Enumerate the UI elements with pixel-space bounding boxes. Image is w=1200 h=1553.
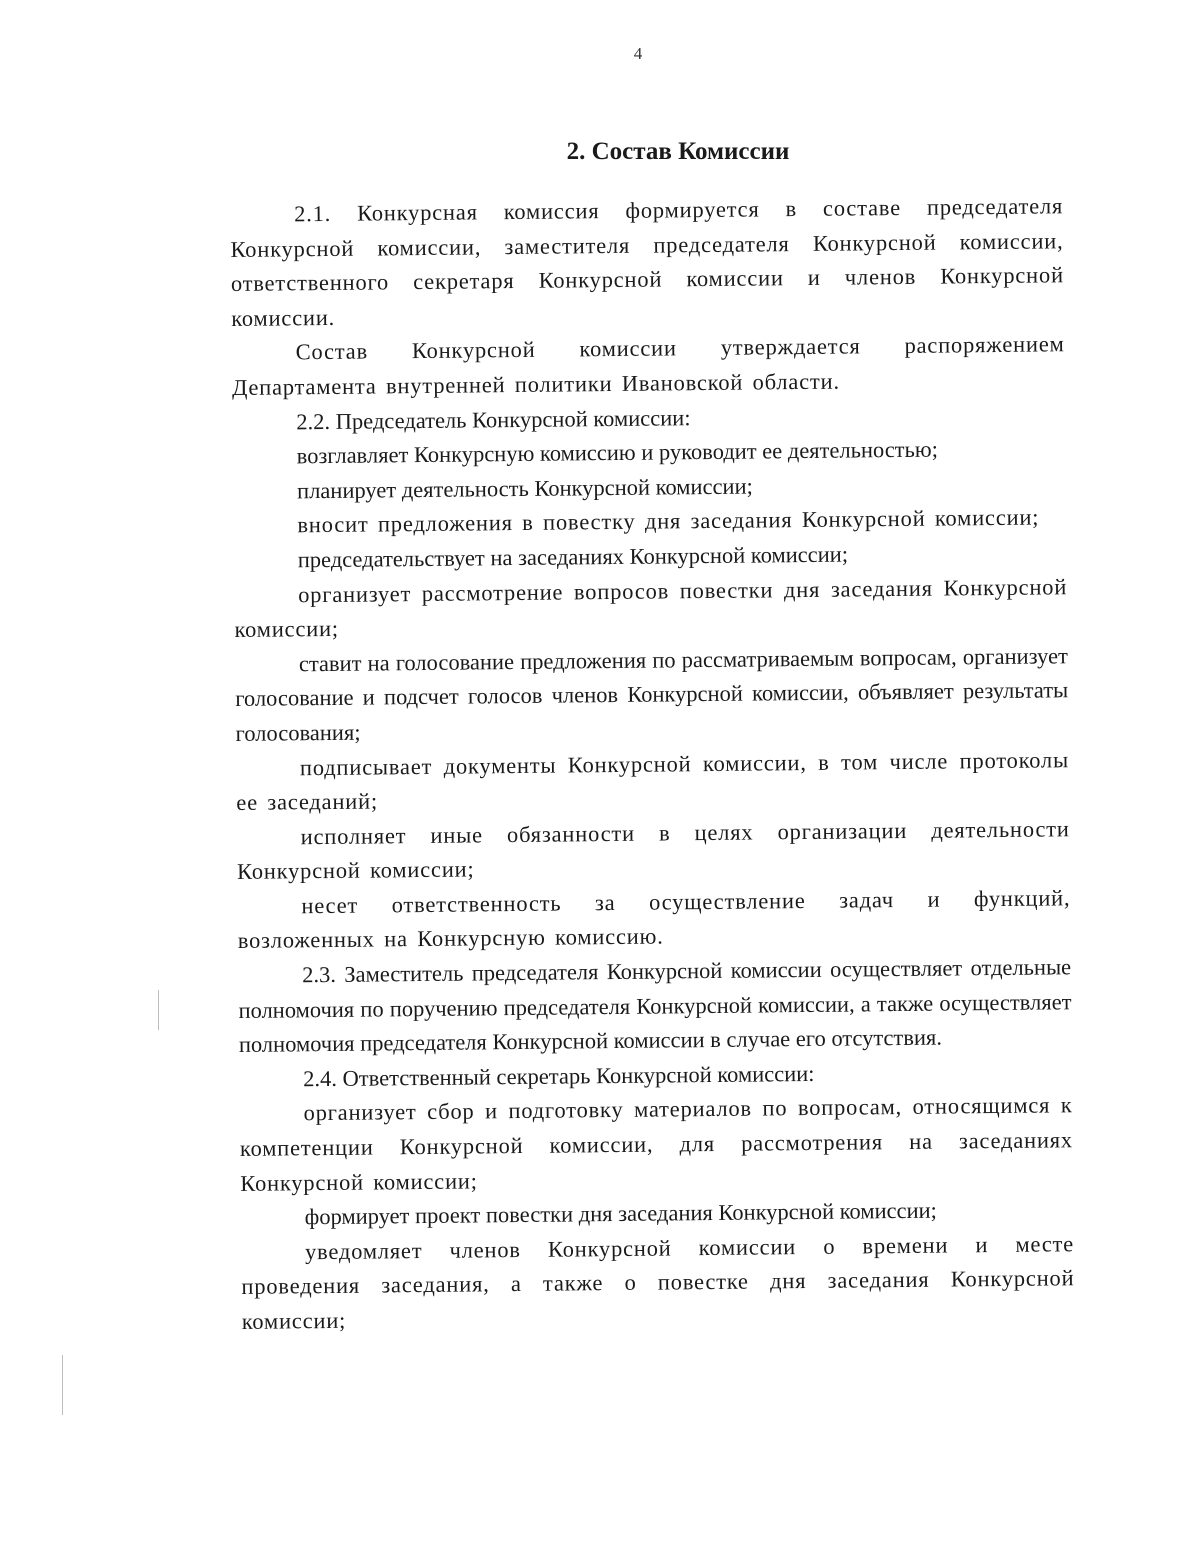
paragraph-2-1: 2.1. Конкурсная комиссия формируется в составе председателя Конкурсной комиссии, заместителя председателя Конкурсной комиссии, ответственного секретаря Конкурсной комиссии и членов Конкурсной комиссии. xyxy=(230,193,1064,331)
paragraph-2-3: 2.3. Заместитель председателя Конкурсной комиссии осуществляет отдельные полномочия по поручению председателя Конкурсной комиссии, а также осуществляет полномочия председателя Конкурсной комиссии в случае его отсутствия. xyxy=(238,954,1072,1058)
paragraph-2-4: 2.4. Ответственный секретарь Конкурсной комиссии: xyxy=(303,1060,815,1092)
list-item: ставит на голосование предложения по рассматриваемым вопросам, организует голосование и подсчет голосов членов Конкурсной комиссии, объявляет результаты голосования; xyxy=(235,642,1069,746)
list-item: уведомляет членов Конкурсной комиссии о времени и месте проведения заседания, а также о повестке дня заседания Конкурсной комиссии; xyxy=(241,1231,1075,1334)
list-item: организует сбор и подготовку материалов по вопросам, относящимся к компетенции Конкурсной комиссии, для рассмотрения на заседаниях Конкурсной комиссии; xyxy=(239,1092,1074,1196)
section-title: 2. Состав Комиссии xyxy=(566,138,790,165)
scan-mark xyxy=(62,1355,63,1415)
list-item: исполняет иные обязанности в целях организации деятельности Конкурсной комиссии; xyxy=(236,815,1070,885)
list-item: возглавляет Конкурсную комиссию и руководит ее деятельностью; xyxy=(296,436,939,469)
page-number: 4 xyxy=(633,44,643,63)
list-item: организует рассмотрение вопросов повестки дня заседания Конкурсной комиссии; xyxy=(234,573,1068,643)
document-body xyxy=(230,189,1075,1339)
list-item: планирует деятельность Конкурсной комиссии; xyxy=(296,473,753,504)
list-item: формирует проект повестки дня заседания Конкурсной комиссии; xyxy=(304,1197,938,1230)
list-item: несет ответственность за осуществление задач и функций, возложенных на Конкурсную комиссию. xyxy=(237,885,1071,954)
list-item: вносит предложения в повестку дня заседания Конкурсной комиссии; xyxy=(297,504,1040,538)
paragraph-composition-approval: Состав Конкурсной комиссии утверждается распоряжением Департамента внутренней политики Ивановской области. xyxy=(231,331,1065,400)
list-item: председательствует на заседаниях Конкурсной комиссии; xyxy=(297,541,849,573)
paragraph-2-2: 2.2. Председатель Конкурсной комиссии: xyxy=(296,404,691,434)
list-item: подписывает документы Конкурсной комиссии, в том числе протоколы ее заседаний; xyxy=(236,746,1070,816)
scan-mark xyxy=(158,990,159,1030)
